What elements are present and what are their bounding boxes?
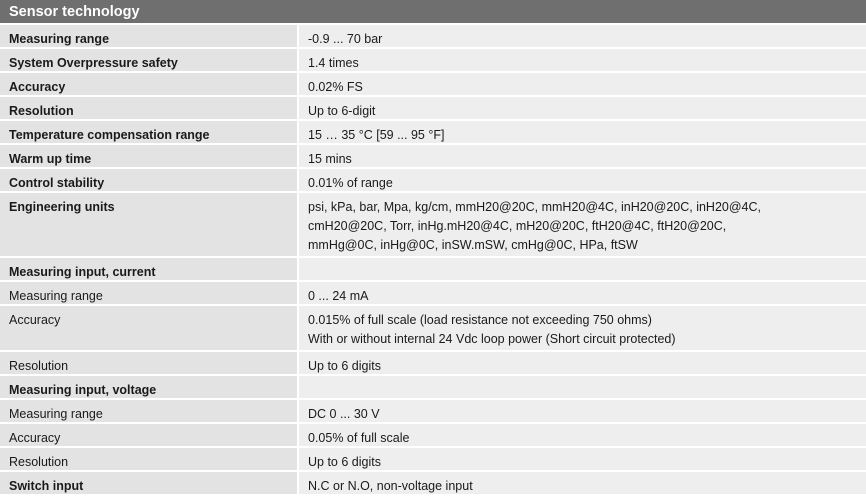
spec-value-line: 1.4 times	[308, 56, 359, 70]
spec-label: Measuring input, voltage	[0, 376, 297, 398]
spec-row	[0, 49, 866, 73]
spec-row	[0, 258, 866, 282]
spec-label: Measuring range	[0, 25, 297, 47]
spec-value-line: 0.015% of full scale (load resistance not exceeding 750 ohms)	[308, 313, 652, 327]
spec-value	[299, 73, 866, 95]
spec-value	[299, 424, 866, 446]
spec-value	[299, 352, 866, 374]
spec-value-line: 15 mins	[308, 152, 352, 166]
spec-row	[0, 472, 866, 496]
spec-label: Measuring input, current	[0, 258, 297, 280]
spec-label: Resolution	[0, 448, 297, 470]
spec-value	[299, 169, 866, 191]
spec-value-line: -0.9 ... 70 bar	[308, 32, 383, 46]
spec-value	[299, 121, 866, 143]
spec-row	[0, 169, 866, 193]
spec-row	[0, 424, 866, 448]
spec-value-line: 0.02% FS	[308, 80, 363, 94]
spec-value-line: Up to 6 digits	[308, 455, 381, 469]
spec-label: Control stability	[0, 169, 297, 191]
spec-value-line: DC 0 ... 30 V	[308, 407, 380, 421]
spec-row	[0, 97, 866, 121]
spec-row	[0, 306, 866, 352]
spec-value	[299, 448, 866, 470]
spec-value-line: Up to 6 digits	[308, 359, 381, 373]
spec-value-line: psi, kPa, bar, Mpa, kg/cm, mmH20@20C, mmH20@4C, inH20@20C, inH20@4C,	[308, 200, 761, 214]
spec-value-line: 0.05% of full scale	[308, 431, 410, 445]
section-header	[0, 0, 866, 25]
spec-label: Resolution	[0, 352, 297, 374]
spec-value-line: 15 … 35 °C [59 ... 95 °F]	[308, 128, 445, 142]
section-title: Sensor technology	[9, 4, 140, 20]
spec-rows	[0, 25, 866, 496]
spec-label: Warm up time	[0, 145, 297, 167]
spec-label: Accuracy	[0, 306, 297, 350]
spec-value	[299, 25, 866, 47]
spec-value-line: With or without internal 24 Vdc loop power (Short circuit protected)	[308, 332, 676, 346]
spec-label: Engineering units	[0, 193, 297, 256]
spec-row	[0, 73, 866, 97]
spec-value	[299, 258, 866, 280]
spec-value	[299, 376, 866, 398]
spec-value	[299, 145, 866, 167]
spec-label: Measuring range	[0, 282, 297, 304]
spec-value-line: 0.01% of range	[308, 176, 393, 190]
spec-value-line: Up to 6-digit	[308, 104, 376, 118]
spec-value	[299, 400, 866, 422]
spec-label: Temperature compensation range	[0, 121, 297, 143]
spec-row	[0, 121, 866, 145]
spec-label: Switch input	[0, 472, 297, 494]
spec-row	[0, 282, 866, 306]
spec-label: Accuracy	[0, 424, 297, 446]
spec-value-line: mmHg@0C, inHg@0C, inSW.mSW, cmHg@0C, HPa, ftSW	[308, 238, 638, 252]
spec-value-line: cmH20@20C, Torr, inHg.mH20@4C, mH20@20C, ftH20@4C, ftH20@20C,	[308, 219, 727, 233]
spec-value	[299, 472, 866, 494]
spec-label: Resolution	[0, 97, 297, 119]
spec-value	[299, 97, 866, 119]
spec-value-line: N.C or N.O, non-voltage input	[308, 479, 473, 493]
spec-value	[299, 282, 866, 304]
spec-value	[299, 49, 866, 71]
spec-value	[299, 193, 866, 256]
spec-label: System Overpressure safety	[0, 49, 297, 71]
spec-row	[0, 193, 866, 258]
spec-label: Accuracy	[0, 73, 297, 95]
spec-row	[0, 25, 866, 49]
spec-row	[0, 352, 866, 376]
spec-row	[0, 400, 866, 424]
spec-value	[299, 306, 866, 350]
spec-row	[0, 376, 866, 400]
spec-row	[0, 448, 866, 472]
spec-row	[0, 145, 866, 169]
spec-label: Measuring range	[0, 400, 297, 422]
spec-value-line: 0 ... 24 mA	[308, 289, 369, 303]
